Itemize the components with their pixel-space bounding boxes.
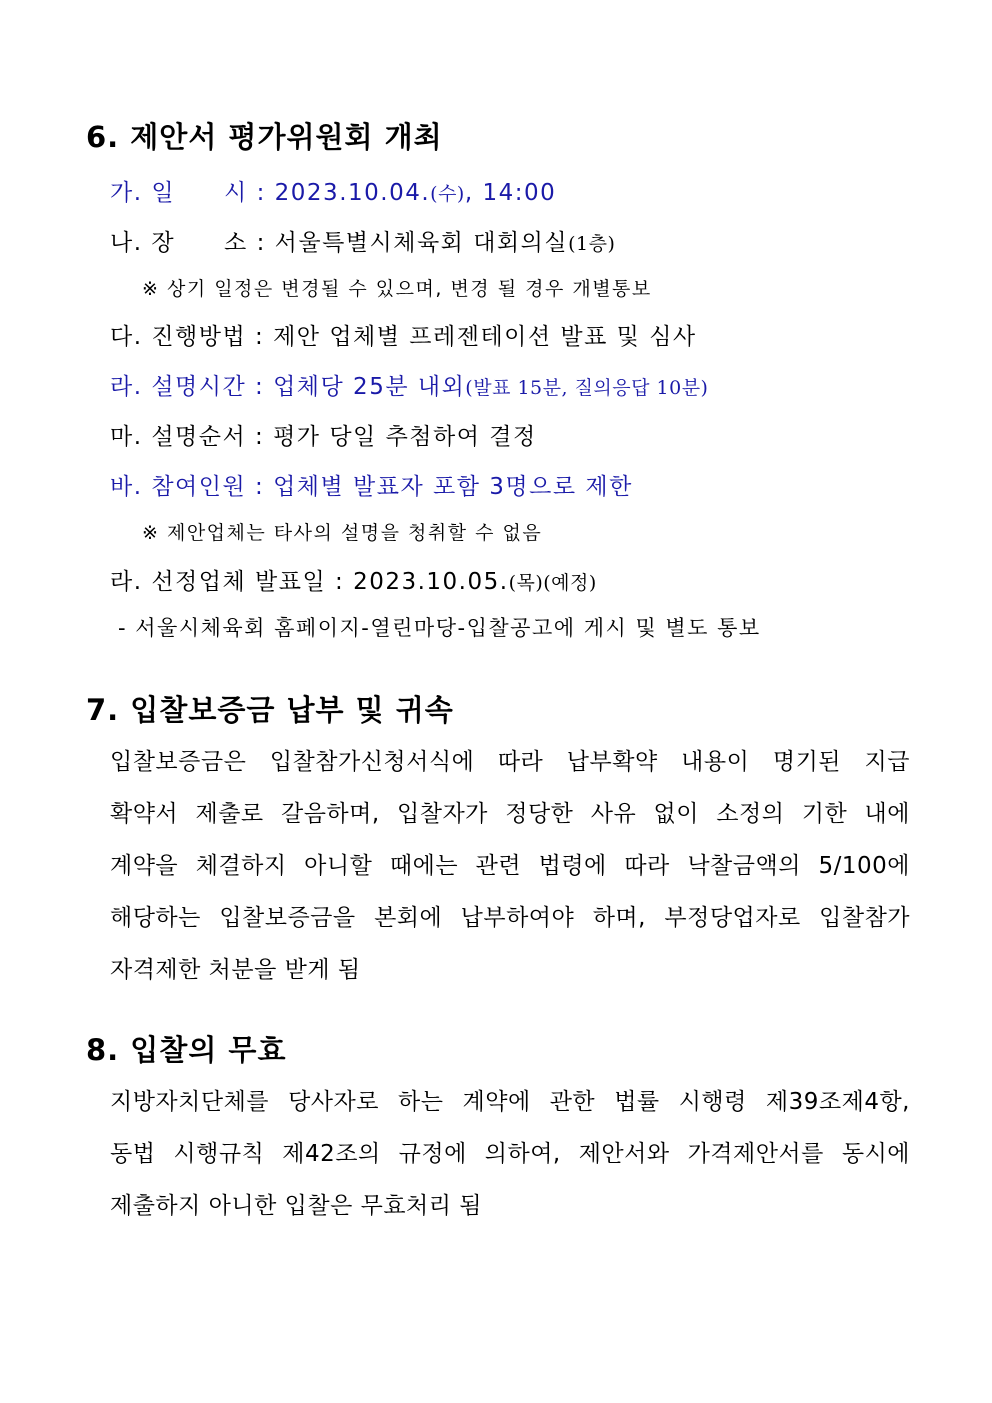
item-ga-value: 2023.10.04. [274,180,431,206]
item-na-place [110,224,615,257]
section-7-heading: 7. 입찰보증금 납부 및 귀속 [86,693,454,727]
section-7-line: 해당하는 입찰보증금을 본회에 납부하여야 하며, 부정당업자로 입찰참가 [110,905,910,931]
announcement-channel-note: - 서울시체육회 홈페이지-열린마당-입찰공고에 게시 및 별도 통보 [118,616,761,640]
section-7-line: 계약을 체결하지 아니할 때에는 관련 법령에 따라 낙찰금액의 5/100에 [110,853,910,879]
section-7-line: 입찰보증금은 입찰참가신청서식에 따라 납부확약 내용이 명기된 지급 [110,749,910,775]
item-ra2-value: 2023.10.05. [353,569,509,595]
item-ra-label: 라. 설명시간 : [110,374,274,400]
section-8-line: 동법 시행규칙 제42조의 규정에 의하여, 제안서와 가격제안서를 동시에 [110,1141,910,1167]
item-ra-value: 업체당 25분 내외 [273,374,466,400]
item-ra2-label: 라. 선정업체 발표일 : [110,569,354,595]
item-ra-duration [110,368,708,401]
section-7-line: 자격제한 처분을 받게 됨 [110,957,361,983]
item-ba-participants: 바. 참여인원 : 업체별 발표자 포함 3명으로 제한 [110,474,633,500]
section-8-heading: 8. 입찰의 무효 [86,1033,287,1067]
item-ga-time: , 14:00 [464,180,557,206]
item-na-floor: (1층) [568,233,616,255]
item-ra-detail: (발표 15분, 질의응답 10분) [465,377,709,399]
item-na-value: 서울특별시체육회 대회의실 [274,230,569,256]
item-ga-weekday: (수) [430,183,465,205]
item-ra2-announcement [110,563,597,596]
item-ga-datetime [110,174,556,207]
section-7-line: 확약서 제출로 갈음하며, 입찰자가 정당한 사유 없이 소정의 기한 내에 [110,801,910,827]
section-6-heading: 6. 제안서 평가위원회 개최 [86,120,443,154]
section-8-paragraph [110,1076,910,1232]
item-na-label: 나. 장 소 : [110,230,275,256]
section-7-paragraph [110,736,910,996]
schedule-change-note: ※ 상기 일정은 변경될 수 있으며, 변경 될 경우 개별통보 [142,278,652,300]
section-8-line: 제출하지 아니한 입찰은 무효처리 됨 [110,1193,483,1219]
item-ma-order: 마. 설명순서 : 평가 당일 추첨하여 결정 [110,424,537,450]
item-ga-label: 가. 일 시 : [110,180,275,206]
item-ra2-weekday: (목)(예정) [508,572,597,594]
section-8-line: 지방자치단체를 당사자로 하는 계약에 관한 법률 시행령 제39조제4항, [110,1089,910,1115]
listening-restriction-note: ※ 제안업체는 타사의 설명을 청취할 수 없음 [142,522,543,544]
item-da-method: 다. 진행방법 : 제안 업체별 프레젠테이션 발표 및 심사 [110,324,697,350]
